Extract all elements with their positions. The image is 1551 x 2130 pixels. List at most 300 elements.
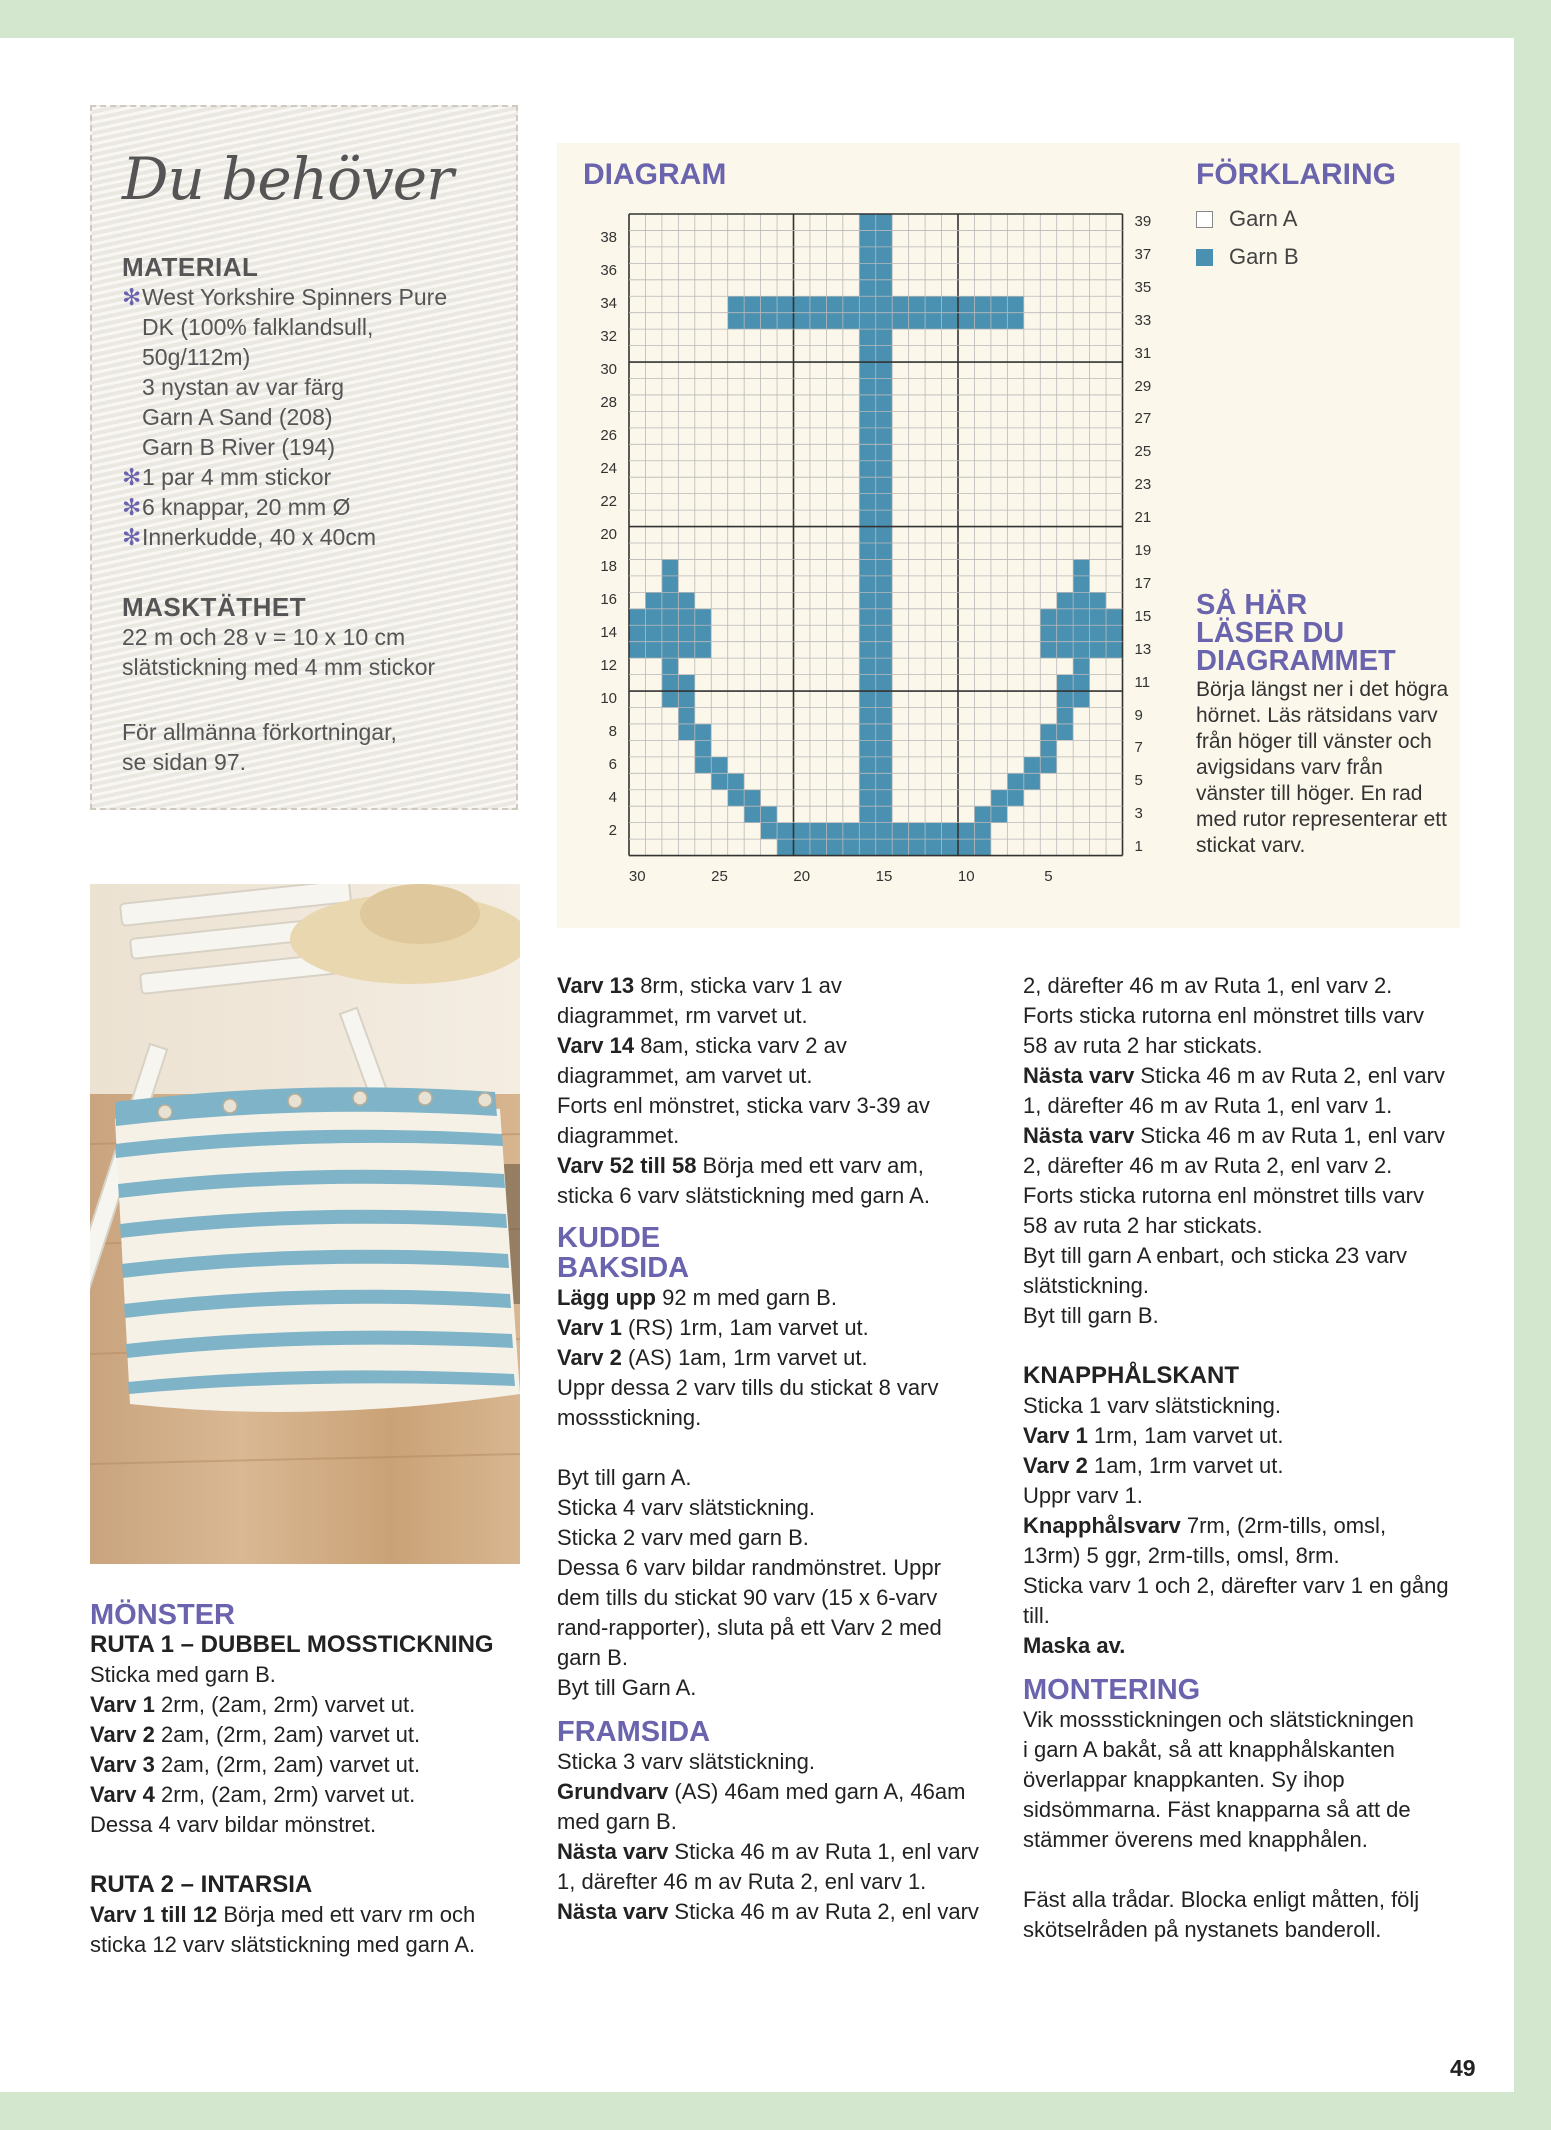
row-number: 17 <box>1134 574 1152 592</box>
chart-cell-garn-b <box>974 313 990 329</box>
chart-cell-garn-b <box>876 658 892 674</box>
row-number: 13 <box>1134 640 1152 658</box>
row-number: 11 <box>1134 673 1151 691</box>
chart-cell-garn-b <box>859 757 875 773</box>
chart-cell-garn-b <box>826 839 842 855</box>
chart-cell-garn-b <box>794 823 810 839</box>
chart-cell-garn-b <box>1040 609 1056 625</box>
row-number: 15 <box>1134 607 1152 625</box>
chart-cell-garn-b <box>761 823 777 839</box>
chart-cell-garn-b <box>843 839 859 855</box>
bold-label: Grundvarv <box>557 1779 669 1804</box>
knapphalskant-lines <box>1023 1391 1473 1661</box>
column-number: 15 <box>875 867 893 885</box>
chart-cell-garn-b <box>662 642 678 658</box>
chart-cell-garn-b <box>810 823 826 839</box>
line-text: (AS) 1am, 1rm varvet ut. <box>621 1345 868 1370</box>
line-text: till. <box>1023 1603 1050 1628</box>
line-text: Forts sticka rutorna enl mönstret tills varv <box>1023 1183 1425 1208</box>
chart-cell-garn-b <box>1090 592 1106 608</box>
text-line <box>1023 1121 1473 1151</box>
material-text: 6 knappar, 20 mm Ø <box>142 494 351 520</box>
text-line <box>1023 1601 1473 1631</box>
bullet-star-icon: ✻ <box>122 494 142 520</box>
subsection-knapphalskant: KNAPPHÅLSKANT <box>1023 1362 1239 1389</box>
chart-cell-garn-b <box>826 823 842 839</box>
bold-label: Nästa varv <box>1023 1063 1135 1088</box>
chart-cell-garn-b <box>728 790 744 806</box>
text-line <box>1023 1211 1473 1241</box>
chart-cell-garn-b <box>876 708 892 724</box>
text-line <box>557 1061 987 1091</box>
chart-cell-garn-b <box>859 675 875 691</box>
chart-cell-garn-b <box>876 494 892 510</box>
row-number: 30 <box>600 361 617 379</box>
text-line <box>557 1001 987 1031</box>
chart-cell-garn-b <box>925 296 941 312</box>
chart-cell-garn-b <box>909 313 925 329</box>
line-text: 2, därefter 46 m av Ruta 1, enl varv 2. <box>1023 973 1393 998</box>
chart-cell-garn-b <box>859 379 875 395</box>
bold-label: Varv 4 <box>90 1782 155 1807</box>
chart-cell-garn-b <box>744 313 760 329</box>
chart-cell-garn-b <box>876 411 892 427</box>
chart-cell-garn-b <box>843 296 859 312</box>
howto-heading <box>1196 591 1396 675</box>
chart-cell-garn-b <box>695 625 711 641</box>
line-text: Dessa 4 varv bildar mönstret. <box>90 1812 377 1837</box>
row-number: 10 <box>600 690 617 708</box>
chart-cell-garn-b <box>1057 642 1073 658</box>
bold-label: Nästa varv <box>557 1839 669 1864</box>
text-line <box>557 1031 987 1061</box>
text-line <box>1023 1511 1473 1541</box>
cushion-photo-image <box>90 884 520 1564</box>
row-number: 7 <box>1134 739 1143 757</box>
chart-cell-garn-b <box>1073 609 1089 625</box>
text-line <box>90 1810 530 1840</box>
chart-cell-garn-b <box>974 823 990 839</box>
line-text: 2rm, (2am, 2rm) varvet ut. <box>154 1692 416 1717</box>
bullet-star-icon: ✻ <box>122 464 142 490</box>
chart-cell-garn-b <box>909 839 925 855</box>
text-line <box>90 1720 530 1750</box>
chart-cell-garn-b <box>826 296 842 312</box>
chart-cell-garn-b <box>859 461 875 477</box>
row-number: 6 <box>608 755 617 773</box>
diagram-panel <box>557 143 1460 928</box>
line-text: Sticka med garn B. <box>90 1662 276 1687</box>
baksida-lines <box>557 1283 987 1703</box>
materials-box <box>90 105 518 810</box>
chart-cell-garn-b <box>695 757 711 773</box>
chart-cell-garn-b <box>859 214 875 230</box>
chart-cell-garn-b <box>859 428 875 444</box>
spacer <box>1023 1661 1473 1675</box>
material-text: Innerkudde, 40 x 40cm <box>142 524 376 550</box>
chart-cell-garn-b <box>728 296 744 312</box>
chart-cell-garn-b <box>892 313 908 329</box>
chart-cell-garn-b <box>744 806 760 822</box>
chart-cell-garn-b <box>662 625 678 641</box>
text-line <box>90 1780 530 1810</box>
row-number: 12 <box>600 657 617 675</box>
legend-swatch <box>1196 249 1213 266</box>
chart-cell-garn-b <box>876 806 892 822</box>
chart-cell-garn-b <box>810 313 826 329</box>
text-line <box>1023 1705 1473 1735</box>
material-item <box>122 372 512 402</box>
chart-cell-garn-b <box>1057 708 1073 724</box>
text-line <box>557 1613 987 1643</box>
text-line <box>1023 1181 1473 1211</box>
line-text: Byt till garn A. <box>557 1465 692 1490</box>
chart-cell-garn-b <box>859 263 875 279</box>
chart-cell-garn-b <box>662 559 678 575</box>
chart-cell-garn-b <box>876 559 892 575</box>
chart-cell-garn-b <box>892 296 908 312</box>
chart-cell-garn-b <box>859 724 875 740</box>
text-line <box>557 1493 987 1523</box>
chart-cell-garn-b <box>974 839 990 855</box>
line-text: 1, därefter 46 m av Ruta 2, enl varv 1. <box>557 1869 927 1894</box>
chart-cell-garn-b <box>1007 313 1023 329</box>
chart-cell-garn-b <box>958 296 974 312</box>
chart-cell-garn-b <box>1057 675 1073 691</box>
text-line <box>1023 1765 1473 1795</box>
gauge-line: 22 m och 28 v = 10 x 10 cm <box>122 624 406 650</box>
material-heading: MATERIAL <box>122 252 259 282</box>
chart-cell-garn-b <box>859 543 875 559</box>
chart-cell-garn-b <box>876 773 892 789</box>
material-text: 3 nystan av var färg <box>142 374 344 400</box>
chart-cell-garn-b <box>794 296 810 312</box>
line-text: överlappar knappkanten. Sy ihop <box>1023 1767 1345 1792</box>
line-text: 2am, (2rm, 2am) varvet ut. <box>154 1752 421 1777</box>
chart-cell-garn-b <box>1073 642 1089 658</box>
chart-cell-garn-b <box>859 839 875 855</box>
row-number: 31 <box>1134 344 1152 362</box>
chart-cell-garn-b <box>678 675 694 691</box>
bold-label: Nästa varv <box>557 1899 669 1924</box>
text-line <box>1023 1795 1473 1825</box>
gauge-heading: MASKTÄTHET <box>122 592 307 622</box>
chart-cell-garn-b <box>876 444 892 460</box>
chart-cell-garn-b <box>876 362 892 378</box>
chart-cell-garn-b <box>1007 790 1023 806</box>
chart-cell-garn-b <box>678 642 694 658</box>
legend-swatch <box>1196 211 1213 228</box>
section-line: KUDDE <box>557 1222 661 1254</box>
framsida-lines <box>557 1747 987 1927</box>
chart-cell-garn-b <box>662 576 678 592</box>
spacer <box>1023 1331 1473 1361</box>
material-list <box>122 282 512 552</box>
chart-cell-garn-b <box>826 313 842 329</box>
line-text: 1rm, 1am varvet ut. <box>1087 1423 1284 1448</box>
row-number: 26 <box>600 426 617 444</box>
chart-cell-garn-b <box>859 658 875 674</box>
chart-cell-garn-b <box>859 313 875 329</box>
row-number: 24 <box>600 459 617 477</box>
text-line <box>557 1897 987 1927</box>
chart-cell-garn-b <box>942 823 958 839</box>
chart-cell-garn-b <box>1057 592 1073 608</box>
chart-cell-garn-b <box>859 362 875 378</box>
bold-label: Varv 1 till 12 <box>90 1902 218 1927</box>
material-block <box>122 252 512 552</box>
chart-cell-garn-b <box>629 625 645 641</box>
material-text: DK (100% falklandsull, <box>142 314 374 340</box>
line-text: sticka 6 varv slätstickning med garn A. <box>557 1183 930 1208</box>
chart-cell-garn-b <box>876 263 892 279</box>
chart-cell-garn-b <box>958 823 974 839</box>
line-text: Sticka 46 m av Ruta 2, enl varv <box>668 1899 979 1924</box>
line-text: 13rm) 5 ggr, 2rm-tills, omsl, 8rm. <box>1023 1543 1340 1568</box>
chart-cell-garn-b <box>876 329 892 345</box>
chart-cell-garn-b <box>777 313 793 329</box>
chart-cell-garn-b <box>859 773 875 789</box>
chart-cell-garn-b <box>892 839 908 855</box>
chart-cell-garn-b <box>958 313 974 329</box>
text-line <box>1023 1001 1473 1031</box>
chart-cell-garn-b <box>876 576 892 592</box>
chart-cell-garn-b <box>859 527 875 543</box>
chart-cell-garn-b <box>925 839 941 855</box>
line-text: 2rm, (2am, 2rm) varvet ut. <box>154 1782 416 1807</box>
chart-cell-garn-b <box>876 790 892 806</box>
text-line <box>1023 1451 1473 1481</box>
chart-cell-garn-b <box>728 313 744 329</box>
bold-label: Varv 1 <box>557 1315 622 1340</box>
chart-cell-garn-b <box>678 592 694 608</box>
text-line <box>557 1807 987 1837</box>
subsection-ruta-2: RUTA 2 – INTARSIA <box>90 1871 313 1898</box>
chart-cell-garn-b <box>645 609 661 625</box>
column-number: 5 <box>1044 867 1053 885</box>
chart-cell-garn-b <box>892 823 908 839</box>
line-text: Sticka 1 varv slätstickning. <box>1023 1393 1281 1418</box>
row-number: 34 <box>600 295 617 313</box>
row-number: 5 <box>1134 772 1143 790</box>
line-text: diagrammet, rm varvet ut. <box>557 1003 808 1028</box>
chart-cell-garn-b <box>678 625 694 641</box>
row-number: 32 <box>600 328 617 346</box>
bullet-star-icon: ✻ <box>122 524 142 550</box>
row-number: 22 <box>600 492 617 510</box>
bold-label: Varv 14 <box>557 1033 635 1058</box>
chart-cell-garn-b <box>859 592 875 608</box>
line-text: diagrammet. <box>557 1123 680 1148</box>
line-text: sticka 12 varv slätstickning med garn A. <box>90 1932 476 1957</box>
chart-cell-garn-b <box>777 296 793 312</box>
line-text: rand-rapporter), sluta på ett Varv 2 med <box>557 1615 942 1640</box>
chart-cell-garn-b <box>728 773 744 789</box>
text-line <box>557 1777 987 1807</box>
text-line <box>1023 1091 1473 1121</box>
bold-label: Maska av. <box>1023 1633 1126 1658</box>
montering-lines <box>1023 1705 1473 1945</box>
material-item <box>122 402 512 432</box>
line-text: Forts sticka rutorna enl mönstret tills varv <box>1023 1003 1425 1028</box>
line-text: Sticka 46 m av Ruta 2, enl varv <box>1134 1063 1445 1088</box>
chart-cell-garn-b <box>876 230 892 246</box>
chart-cell-garn-b <box>810 839 826 855</box>
chart-cell-garn-b <box>859 247 875 263</box>
chart-cell-garn-b <box>777 823 793 839</box>
text-line <box>1023 1825 1473 1855</box>
text-line <box>557 1673 987 1703</box>
chart-cell-garn-b <box>761 806 777 822</box>
chart-cell-garn-b <box>662 592 678 608</box>
chart-cell-garn-b <box>876 379 892 395</box>
column-number: 20 <box>793 867 811 885</box>
chart-cell-garn-b <box>1057 625 1073 641</box>
text-line <box>1023 1151 1473 1181</box>
page-number: 49 <box>1450 2055 1476 2081</box>
text-line <box>557 1867 987 1897</box>
chart-cell-garn-b <box>1040 625 1056 641</box>
pattern-column-2 <box>557 971 987 1927</box>
chart-cell-garn-b <box>876 428 892 444</box>
text-line <box>557 1583 987 1613</box>
chart-cell-garn-b <box>744 790 760 806</box>
text-line <box>90 1750 530 1780</box>
chart-cell-garn-b <box>794 313 810 329</box>
chart-cell-garn-b <box>876 527 892 543</box>
bold-label: Knapphålsvarv <box>1023 1513 1181 1538</box>
section-kudde-baksida <box>557 1223 987 1283</box>
chart-cell-garn-b <box>859 477 875 493</box>
row-number: 2 <box>608 821 617 839</box>
line-text: Sticka 46 m av Ruta 1, enl varv <box>668 1839 979 1864</box>
chart-cell-garn-b <box>876 675 892 691</box>
chart-cell-garn-b <box>859 740 875 756</box>
material-item <box>122 432 512 462</box>
text-line <box>557 1523 987 1553</box>
text-line <box>557 1121 987 1151</box>
text-line <box>557 1181 987 1211</box>
text-line <box>557 1151 987 1181</box>
chart-cell-garn-b <box>1073 658 1089 674</box>
text-line <box>1023 1735 1473 1765</box>
line-text: Vik mossstickningen och slätstickningen <box>1023 1707 1414 1732</box>
row-number: 18 <box>600 558 617 576</box>
row-number: 29 <box>1134 377 1152 395</box>
chart-cell-garn-b <box>761 313 777 329</box>
text-line <box>1023 1301 1473 1331</box>
chart-cell-garn-b <box>1040 724 1056 740</box>
line-text: 92 m med garn B. <box>655 1285 837 1310</box>
chart-cell-garn-b <box>1024 757 1040 773</box>
chart-cell-garn-b <box>711 757 727 773</box>
chart-cell-garn-b <box>859 411 875 427</box>
row-number: 1 <box>1134 838 1143 856</box>
material-text: 50g/112m) <box>142 344 251 370</box>
chart-cell-garn-b <box>876 346 892 362</box>
line-text: skötselråden på nystanets banderoll. <box>1023 1917 1382 1942</box>
chart-cell-garn-b <box>942 296 958 312</box>
chart-cell-garn-b <box>629 642 645 658</box>
spacer <box>90 1840 530 1870</box>
text-line <box>557 1283 987 1313</box>
text-line <box>557 1747 987 1777</box>
material-item <box>122 522 512 552</box>
chart-cell-garn-b <box>810 296 826 312</box>
row-number: 28 <box>600 393 617 411</box>
line-text: i garn A bakåt, så att knapphålskanten <box>1023 1737 1395 1762</box>
bold-label: Varv 3 <box>90 1752 155 1777</box>
chart-cell-garn-b <box>645 592 661 608</box>
chart-cell-garn-b <box>876 839 892 855</box>
section-framsida: FRAMSIDA <box>557 1716 711 1748</box>
framsida-cont-lines <box>1023 971 1473 1331</box>
chart-cell-garn-b <box>859 444 875 460</box>
legend-label: Garn A <box>1229 206 1298 231</box>
chart-cell-garn-b <box>695 609 711 625</box>
chart-cell-garn-b <box>876 247 892 263</box>
row-number: 20 <box>600 525 617 543</box>
bold-label: Varv 1 <box>1023 1423 1088 1448</box>
row-number: 4 <box>608 788 617 806</box>
spacer <box>557 1703 987 1717</box>
chart-cell-garn-b <box>1106 609 1122 625</box>
chart-cell-garn-b <box>678 609 694 625</box>
chart-cell-garn-b <box>991 806 1007 822</box>
line-text: Sticka 46 m av Ruta 1, enl varv <box>1134 1123 1445 1148</box>
line-text: slätstickning. <box>1023 1273 1149 1298</box>
chart-cell-garn-b <box>1040 740 1056 756</box>
chart-cell-garn-b <box>843 823 859 839</box>
chart-cell-garn-b <box>859 280 875 296</box>
chart-cell-garn-b <box>991 313 1007 329</box>
line-text: Sticka varv 1 och 2, därefter varv 1 en gång <box>1023 1573 1449 1598</box>
line-text: Uppr dessa 2 varv tills du stickat 8 varv <box>557 1375 939 1400</box>
row-number: 8 <box>608 722 617 740</box>
chart-cell-garn-b <box>859 625 875 641</box>
line-text: Dessa 6 varv bildar randmönstret. Uppr <box>557 1555 941 1580</box>
chart-cell-garn-b <box>1090 609 1106 625</box>
chart-cell-garn-b <box>876 280 892 296</box>
chart-cell-garn-b <box>629 609 645 625</box>
chart-cell-garn-b <box>1040 642 1056 658</box>
text-line <box>557 1433 987 1463</box>
chart-cell-garn-b <box>876 543 892 559</box>
line-text: Uppr varv 1. <box>1023 1483 1143 1508</box>
row-number: 14 <box>600 624 617 642</box>
chart-cell-garn-b <box>662 691 678 707</box>
legend-item-garn-a <box>1196 206 1297 232</box>
section-monster: MÖNSTER <box>90 1599 235 1631</box>
line-text: 8am, sticka varv 2 av <box>634 1033 847 1058</box>
line-text: Sticka 4 varv slätstickning. <box>557 1495 815 1520</box>
text-line <box>557 1343 987 1373</box>
row-number: 36 <box>600 262 617 280</box>
row-number: 35 <box>1134 278 1152 296</box>
line-text: stämmer överens med knapphålen. <box>1023 1827 1368 1852</box>
chart-cell-garn-b <box>876 757 892 773</box>
material-text: Garn B River (194) <box>142 434 336 460</box>
text-line <box>1023 1541 1473 1571</box>
abbr-line: se sidan 97. <box>122 749 247 775</box>
chart-cell-garn-b <box>744 296 760 312</box>
pattern-column-3 <box>1023 971 1473 1945</box>
chart-cell-garn-b <box>1057 691 1073 707</box>
gauge-line: slätstickning med 4 mm stickor <box>122 654 436 680</box>
column-number: 30 <box>628 867 646 885</box>
text-line <box>90 1930 530 1960</box>
row-number: 37 <box>1134 245 1152 263</box>
